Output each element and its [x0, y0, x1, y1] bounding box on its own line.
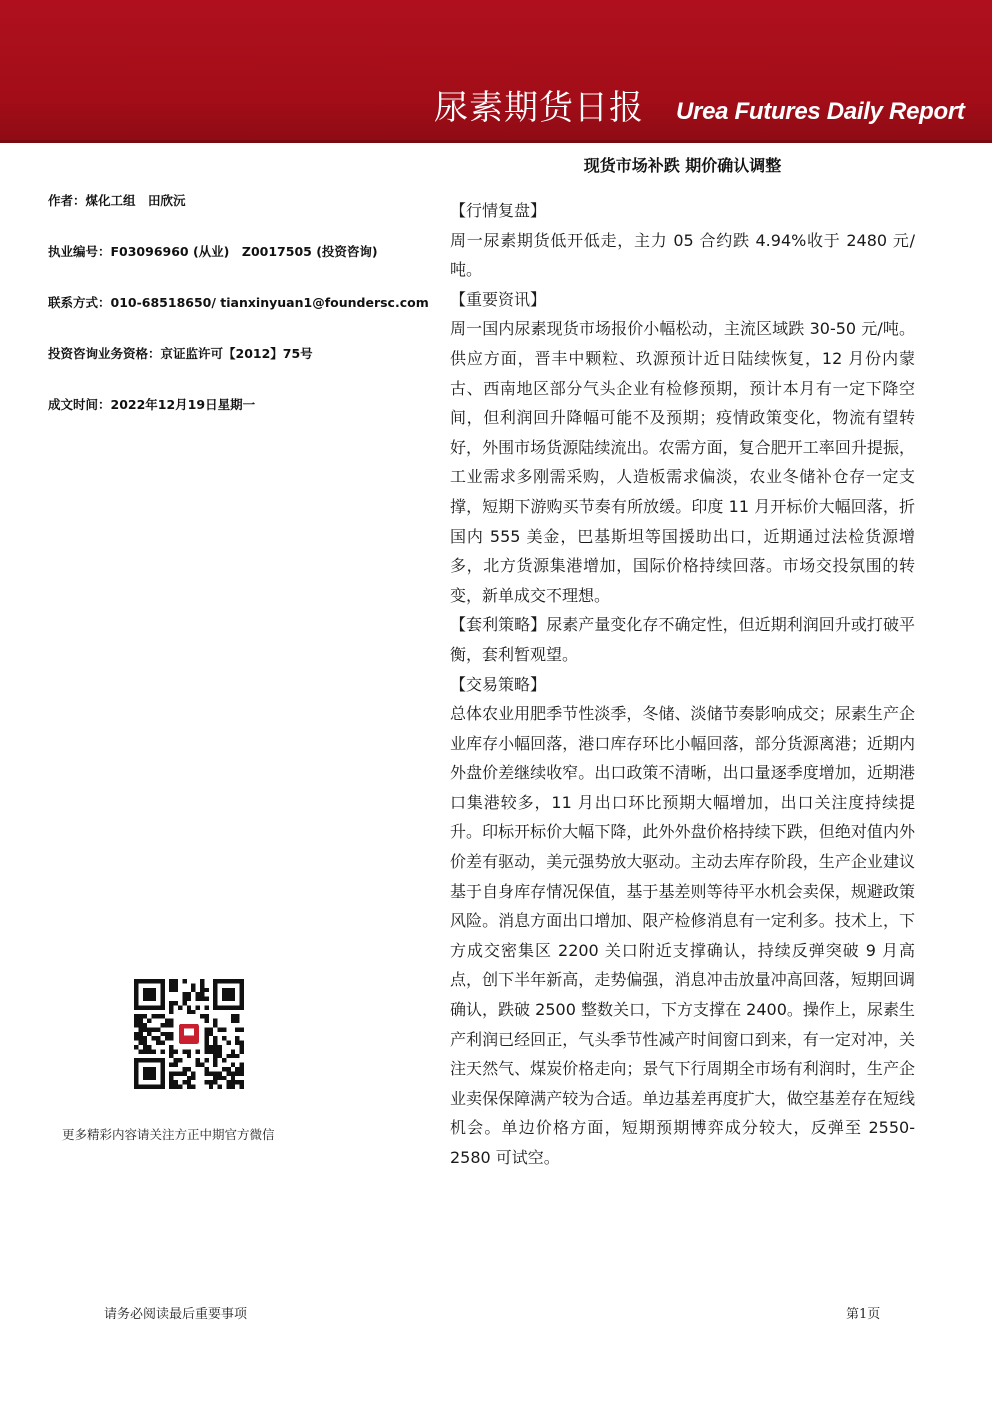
section-body-trading: 总体农业用肥季节性淡季，冬储、淡储节奏影响成交；尿素生产企业库存小幅回落，港口库存环比小幅回落，部分货源离港；近期内外盘价差继续收窄。出口政策不清晰，出口量逐季度增加，近期港口集港较多，11 月出口环比预期大幅增加，出口关注度持续提升。印标开标价大幅下降，此外外盘价格持续下跌，但绝对值内外价差有驱动，美元强势放大驱动。主动去库存阶段，生产企业建议基于自身库存情况保值，基于基差则等待平水机会卖保，规避政策风险。消息方面出口增加、限产检修消息有一定利多。技术上，下方成交密集区 2200 关口附近支撑确认，持续反弹突破 9 月高点，创下半年新高，走势偏强，消息冲击放量冲高回落，短期回调确认，跌破 2500 整数关口，下方支撑在 2400。操作上，尿素生产利润已经回正，气头季节性减产时间窗口到来，有一定对冲，关注天然气、煤炭价格走向；景气下行周期全市场有利润时，生产企业卖保保障满产较为合适。单边基差再度扩大，做空基差存在短线机会。单边价格方面，短期预期博弈成分较大，反弹至 2550-2580 可试空。 [450, 704, 915, 1167]
section-heading-arbitrage: 【套利策略】 [450, 615, 547, 635]
author-line: 作者：煤化工组 田欣沅 [48, 193, 186, 208]
date-line: 成文时间：2022年12月19日星期一 [48, 397, 256, 412]
qr-finder-bottom-left [134, 1058, 165, 1089]
qr-caption: 更多精彩内容请关注方正中期官方微信 [62, 1127, 275, 1142]
section-heading-trading: 【交易策略】 [450, 674, 547, 694]
section-heading-review: 【行情复盘】 [450, 201, 547, 220]
wechat-qr-code-icon [134, 979, 244, 1089]
header-rule [0, 140, 992, 143]
report-title-english: Urea Futures Daily Report [676, 98, 965, 125]
qr-finder-top-right [213, 979, 244, 1010]
author-meta [48, 190, 443, 445]
qr-center-logo [176, 1021, 202, 1047]
footer-disclaimer: 请务必阅读最后重要事项 [104, 1307, 248, 1322]
report-body [450, 196, 915, 1173]
contact-line: 联系方式：010-68518650/ tianxinyuan1@foundersc.com [48, 295, 429, 310]
qr-finder-top-left [134, 979, 165, 1010]
header-band [0, 0, 992, 143]
report-headline: 现货市场补跌 期价确认调整 [583, 156, 782, 175]
section-body-arbitrage: 尿素产量变化存不确定性，但近期利润回升或打破平衡，套利暂观望。 [450, 615, 915, 664]
section-body-review: 周一尿素期货低开低走，主力 05 合约跌 4.94%收于 2480 元/吨。 [450, 230, 915, 280]
qualification-line: 投资咨询业务资格：京证监许可【2012】75号 [48, 346, 313, 361]
license-line: 执业编号：F03096960 (从业) Z0017505 (投资咨询) [48, 244, 378, 259]
footer-page-number: 第1页 [846, 1307, 881, 1322]
report-title-chinese: 尿素期货日报 [434, 88, 644, 128]
section-heading-news: 【重要资讯】 [450, 289, 547, 309]
section-arbitrage [450, 610, 915, 669]
section-body-news: 周一国内尿素现货市场报价小幅松动，主流区域跌 30-50 元/吨。供应方面，晋丰中颗粒、玖源预计近日陆续恢复，12 月份内蒙古、西南地区部分气头企业有检修预期，预计本月有一定下降空间，但利润回升降幅可能不及预期；疫情政策变化，物流有望转好，外围市场货源陆续流出。农需方面，复合肥开工率回升提振，工业需求多刚需采购，人造板需求偏淡，农业冬储补仓存一定支撑，短期下游购买节奏有所放缓。印度 11 月开标价大幅回落，折国内 555 美金，巴基斯坦等国援助出口，近期通过法检货源增多，北方货源集港增加，国际价格持续回落。市场交投氛围的转变，新单成交不理想。 [450, 319, 915, 605]
